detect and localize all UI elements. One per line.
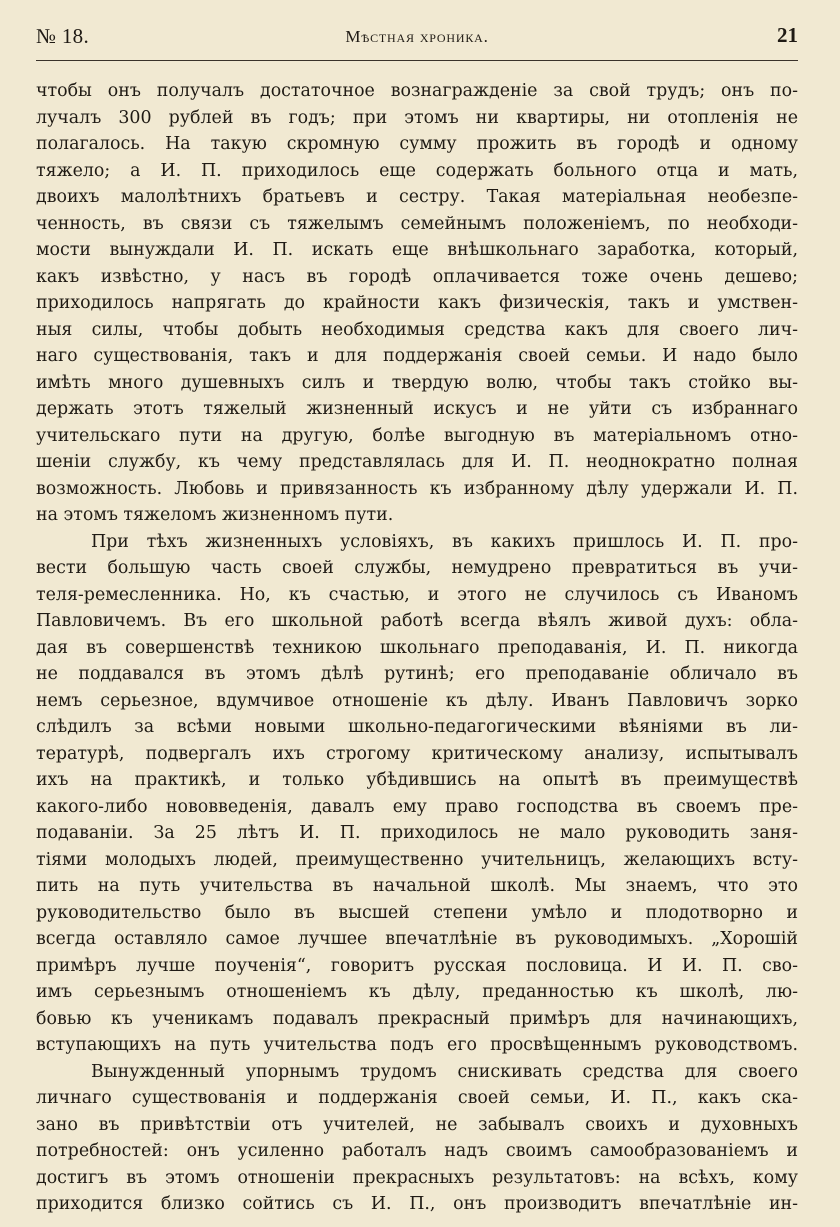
paragraph-line: на этомъ тяжеломъ жизненномъ пути.: [36, 505, 394, 525]
paragraph-line: имѣть много душевныхъ силъ и твердую волю, чтобы такъ стойко вы-: [36, 372, 798, 393]
paragraph-line: шеніи службу, къ чему представлялась для И. П. неоднократно полная: [36, 452, 798, 472]
paragraph-line: теля-ремесленника. Но, къ счастью, и этого не случилось съ Иваномъ: [36, 584, 798, 605]
section-title: Мѣстная хроника.: [345, 27, 489, 46]
issue-number: № 18.: [36, 24, 90, 48]
paragraph-line: достигъ въ этомъ отношеніи прекрасныхъ результатовъ: на всѣхъ, кому: [36, 1167, 798, 1188]
paragraph-line: Павловичемъ. Въ его школьной работѣ всегда вѣялъ живой духъ: обла-: [36, 611, 798, 631]
body-text: [36, 78, 798, 1218]
paragraph-line: примѣръ лучше поученія“, говоритъ русская пословица. И И. П. сво-: [36, 955, 798, 976]
paragraph-line: ченность, въ связи съ тяжелымъ семейнымъ положеніемъ, по необходи-: [36, 213, 798, 234]
paragraph-line: тяжело; а И. П. приходилось еще содержать больного отца и мать,: [36, 160, 798, 181]
paragraph-line: руководительство было въ высшей степени умѣло и плодотворно и: [36, 902, 798, 923]
paragraph-line: приходится близко сойтись съ И. П., онъ производитъ впечатлѣніе ин-: [36, 1194, 798, 1214]
paragraph-line: вступающихъ на путь учительства подъ его просвѣщеннымъ руководствомъ.: [36, 1035, 798, 1055]
paragraph-line: ихъ на практикѣ, и только убѣдившись на опытѣ въ преимуществѣ: [36, 770, 798, 790]
paragraph-line: ныя силы, чтобы добыть необходимыя средства какъ для своего лич-: [36, 319, 798, 340]
paragraph-line: всегда оставляло самое лучшее впечатлѣніе въ руководимыхъ. „Хорошій: [36, 929, 798, 949]
paragraph-line: возможность. Любовь и привязанность къ избранному дѣлу удержали И. П.: [36, 478, 798, 499]
paragraph-line: мости вынуждали И. П. искать еще внѣшкольнаго заработка, который,: [36, 240, 798, 260]
paragraph-line: дая въ совершенствѣ техникою школьнаго преподаванія, И. П. никогда: [36, 637, 798, 658]
paragraph-line: тературѣ, подвергалъ ихъ строгому критическому анализу, испытывалъ: [36, 743, 798, 764]
paragraph-line: приходилось напрягать до крайности какъ физическія, такъ и умствен-: [36, 293, 798, 313]
page-header: [36, 20, 798, 50]
paragraph-line: не поддавался въ этомъ дѣлѣ рутинѣ; его преподаваніе обличало въ: [36, 664, 798, 684]
paragraph-line: лучалъ 300 рублей въ годъ; при этомъ ни квартиры, ни отопленія не: [36, 107, 798, 128]
paragraph-line: Вынужденный упорнымъ трудомъ снискивать средства для своего: [91, 1061, 798, 1082]
paragraph-line: наго существованія, такъ и для поддержанія своей семьи. И надо было: [36, 346, 798, 366]
header-rule: [36, 60, 798, 61]
paragraph-line: зано въ привѣтствіи отъ учителей, не забывалъ своихъ и духовныхъ: [36, 1114, 798, 1135]
paragraph-line: чтобы онъ получалъ достаточное вознагражденіе за свой трудъ; онъ по-: [36, 81, 798, 101]
paragraph-line: учительскаго пути на другую, болѣе выгодную въ матеріальномъ отно-: [36, 425, 798, 446]
paragraph-line: личнаго существованія и поддержанія своей семьи, И. П., какъ ска-: [36, 1088, 798, 1108]
paragraph-line: полагалось. На такую скромную сумму прожить въ городѣ и одному: [36, 134, 798, 154]
paragraph-line: держать этотъ тяжелый жизненный искусъ и не уйти съ избраннаго: [36, 399, 798, 419]
paragraph-line: немъ серьезное, вдумчивое отношеніе къ дѣлу. Иванъ Павловичъ зорко: [36, 690, 798, 711]
paragraph-line: подаваніи. За 25 лѣтъ И. П. приходилось не мало руководить заня-: [36, 823, 798, 843]
paragraph-line: вести большую часть своей службы, немудрено превратиться въ учи-: [36, 558, 798, 578]
paragraph-line: имъ серьезнымъ отношеніемъ къ дѣлу, преданностью къ школѣ, лю-: [36, 982, 798, 1002]
page-number: 21: [777, 23, 798, 47]
paragraph-line: какъ извѣстно, у насъ въ городѣ оплачивается тоже очень дешево;: [36, 266, 798, 287]
paragraph-line: При тѣхъ жизненныхъ условіяхъ, въ какихъ пришлось И. П. про-: [91, 531, 798, 552]
paragraph-line: пить на путь учительства въ начальной школѣ. Мы знаемъ, что это: [36, 876, 798, 896]
paragraph-line: двоихъ малолѣтнихъ братьевъ и сестру. Такая матеріальная необезпе-: [36, 187, 798, 207]
paragraph-line: слѣдилъ за всѣми новыми школьно-педагогическими вѣяніями въ ли-: [36, 717, 798, 737]
paragraph-line: тіями молодыхъ людей, преимущественно учительницъ, желающихъ всту-: [36, 849, 798, 870]
paragraph-line: потребностей: онъ усиленно работалъ надъ своимъ самообразованіемъ и: [36, 1141, 798, 1161]
paragraph-line: бовью къ ученикамъ подавалъ прекрасный примѣръ для начинающихъ,: [36, 1008, 798, 1029]
paragraph-line: какого-либо нововведенія, давалъ ему право господства въ своемъ пре-: [36, 796, 798, 817]
